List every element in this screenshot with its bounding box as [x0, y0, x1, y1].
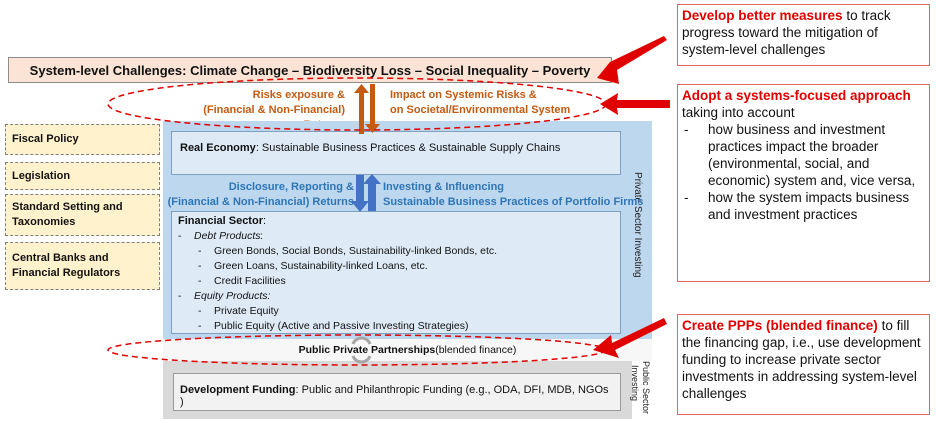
fiscal-policy-box: Fiscal Policy — [5, 124, 160, 155]
callout-systems-item: - how business and investment practices impact the broader (environmental, social, and economic) system and, vice versa, — [682, 121, 925, 189]
callout-ppp-title: Create PPPs (blended finance) — [682, 318, 878, 333]
public-sector-line-2: Investing — [630, 365, 640, 402]
top-dashed-ellipse — [108, 78, 606, 130]
red-arrow-3 — [593, 318, 667, 358]
dash-marker: - — [198, 305, 202, 317]
development-text: : Public and Philanthropic Funding (e.g., ODA, DFI, MDB, NGOs ) — [180, 384, 609, 408]
financial-sector-title: Financial Sector — [178, 215, 263, 227]
callout-measures — [677, 4, 930, 66]
dash-marker: - — [198, 260, 202, 272]
impact-line-1: Impact on Systemic Risks & — [390, 89, 537, 101]
equity-item: Public Equity (Active and Passive Investing Strategies) — [214, 320, 469, 332]
red-arrow-1 — [597, 36, 667, 84]
development-title: Development Funding — [180, 384, 296, 396]
public-sector-line-1: Public Sector — [641, 361, 651, 415]
dash-marker: - — [198, 275, 202, 287]
red-arrow-2 — [600, 93, 670, 115]
dash-marker: - — [198, 245, 202, 257]
debt-colon: : — [260, 230, 263, 242]
real-economy-title: Real Economy — [180, 142, 256, 154]
callout-measures-text: to track progress toward the mitigation of system-level challenges — [682, 8, 891, 57]
ppp-title: Public Private Partnerships — [298, 344, 436, 356]
investing-line-1: Investing & Influencing — [383, 181, 505, 193]
orange-up-arrow — [354, 84, 369, 134]
legislation-box: Legislation — [5, 162, 160, 190]
impact-line-2: on Societal/Environmental System — [390, 104, 571, 116]
private-sector-label: Private Sector Investing — [632, 172, 643, 278]
dash-marker: - — [198, 320, 202, 332]
disclosure-line-1: Disclosure, Reporting & — [228, 181, 354, 193]
risks-line-1: Risks exposure & — [252, 89, 345, 101]
debt-products-label: Debt Products — [194, 230, 261, 242]
real-economy-text: : Sustainable Business Practices & Sustainable Supply Chains — [255, 142, 561, 154]
investing-line-2: Sustainable Business Practices of Portfolio Firms — [383, 196, 644, 208]
cycle-arrows-icon — [353, 338, 370, 362]
equity-item: Private Equity — [214, 305, 279, 317]
debt-item: Credit Facilities — [214, 275, 286, 287]
callout-ppp — [677, 314, 930, 415]
disclosure-line-2: (Financial & Non-Financial) Returns — [167, 196, 354, 208]
standard-setting-box: Standard Setting and Taxonomies — [5, 194, 160, 236]
dash-marker: - — [178, 290, 182, 302]
debt-item: Green Bonds, Social Bonds, Sustainability-linked Bonds, etc. — [214, 245, 498, 257]
debt-item: Green Loans, Sustainability-linked Loans, etc. — [214, 260, 428, 272]
callout-systems-title: Adopt a systems-focused approach — [682, 88, 911, 103]
dash-marker: - — [178, 230, 182, 242]
callout-systems-item: - how the system impacts business and investment practices — [682, 189, 925, 223]
system-challenges-bar: System-level Challenges: Climate Change – Biodiversity Loss – Social Inequality – Poverty — [8, 57, 612, 83]
callout-measures-title: Develop better measures — [682, 8, 843, 23]
callout-ppp-text: to fill the financing gap, i.e., use development funding to increase private sector investments in addressing system-level challenges — [682, 318, 921, 401]
callout-systems-text: taking into account — [682, 105, 795, 120]
financial-sector-colon: : — [262, 215, 267, 227]
callout-systems-approach — [677, 84, 930, 282]
blue-up-arrow — [363, 174, 381, 211]
ppp-subtitle: (blended finance) — [435, 344, 517, 356]
equity-products-label: Equity Products: — [194, 290, 271, 302]
risks-line-2: (Financial & Non-Financial) — [203, 104, 345, 116]
central-banks-box: Central Banks and Financial Regulators — [5, 242, 160, 290]
